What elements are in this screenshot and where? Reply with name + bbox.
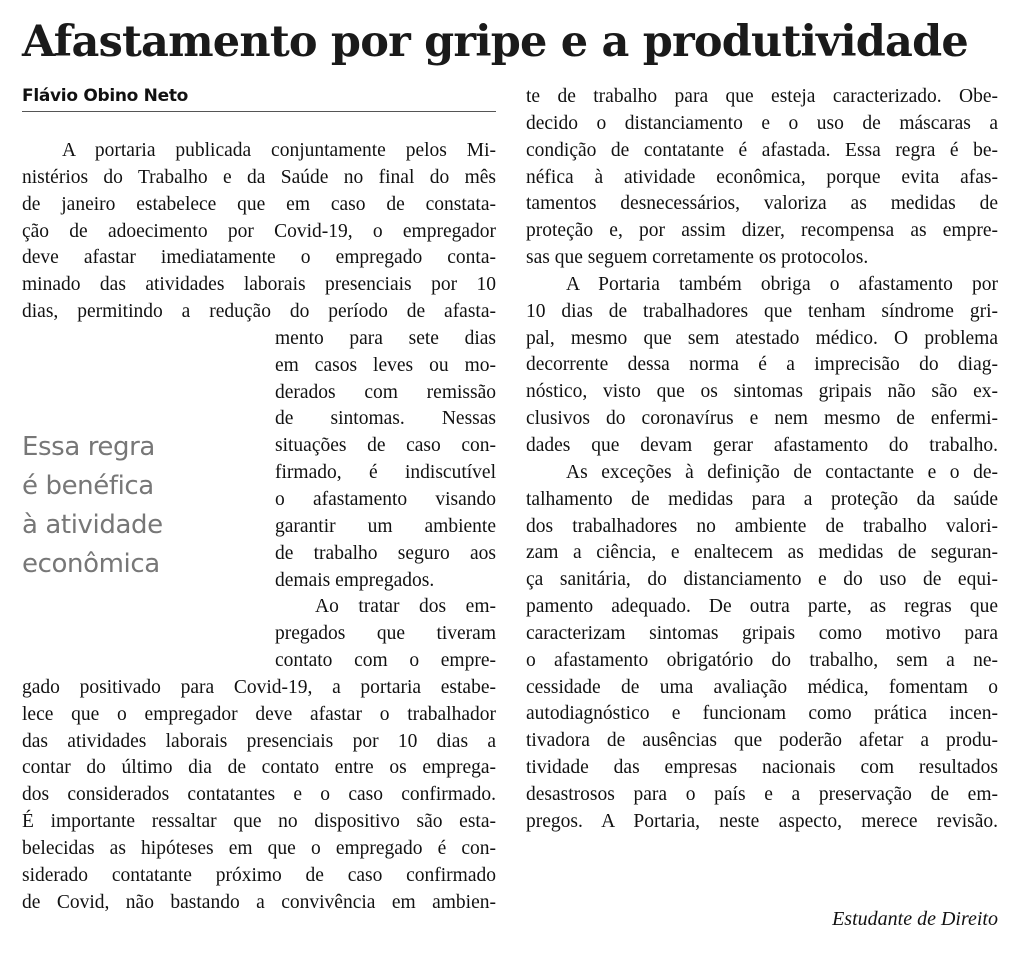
text-line: contato com o empre- bbox=[275, 650, 496, 672]
text-line: de sintomas. Nessas bbox=[275, 408, 496, 430]
text-line: clusivos do coronavírus e nem mesmo de enfermi- bbox=[526, 408, 998, 430]
article-column-2 bbox=[526, 84, 998, 836]
text-line: sas que seguem corretamente os protocolos. bbox=[526, 247, 869, 269]
text-line: néfica à atividade econômica, porque evita afas- bbox=[526, 166, 998, 188]
text-line: garantir um ambiente bbox=[275, 515, 496, 537]
text-line: Ao tratar dos em- bbox=[315, 596, 496, 618]
headline: Afastamento por gripe e a produtividade bbox=[22, 17, 968, 67]
text-line: belecidas as hipóteses em que o empregado é con- bbox=[22, 837, 496, 859]
text-line: mento para sete dias bbox=[275, 327, 496, 349]
text-line: autodiagnóstico e funcionam como prática incen- bbox=[526, 703, 998, 725]
text-line: A portaria publicada conjuntamente pelos Mi- bbox=[62, 140, 496, 161]
text-line: lece que o empregador deve afastar o trabalhador bbox=[22, 703, 496, 725]
author-byline: Flávio Obino Neto bbox=[22, 84, 496, 112]
text-line: dias, permitindo a redução do período de afasta- bbox=[22, 301, 496, 323]
text-line: nóstico, visto que os sintomas gripais não são ex- bbox=[526, 381, 998, 403]
text-line: contar do último dia de contato entre os emprega- bbox=[22, 757, 496, 779]
text-line: situações de caso con- bbox=[275, 435, 496, 457]
text-line: pamento adequado. De outra parte, as regras que bbox=[526, 596, 998, 618]
text-line: decorrente dessa norma é a imprecisão do diag- bbox=[526, 354, 998, 376]
text-line: te de trabalho para que esteja caracterizado. Obe- bbox=[526, 86, 998, 107]
pull-quote-line: à atividade bbox=[22, 510, 163, 540]
text-line: decido o distanciamento e o uso de máscaras a bbox=[526, 112, 998, 134]
text-line: minado das atividades laborais presenciais por 10 bbox=[22, 274, 496, 296]
text-line: gado positivado para Covid-19, a portaria estabe- bbox=[22, 676, 496, 698]
pull-quote-line: econômica bbox=[22, 549, 160, 579]
text-line: de janeiro estabelece que em caso de constata- bbox=[22, 193, 496, 215]
text-line: talhamento de medidas para a proteção da saúde bbox=[526, 488, 998, 510]
text-line: A Portaria também obriga o afastamento por bbox=[566, 273, 998, 295]
pull-quote-line: Essa regra bbox=[22, 432, 155, 462]
text-line: derados com remissão bbox=[275, 381, 496, 403]
text-line: proteção e, por assim dizer, recompensa as empre- bbox=[526, 220, 998, 242]
text-line: siderado contatante próximo de caso confirmado bbox=[22, 864, 496, 886]
text-line: o afastamento obrigatório do trabalho, sem a ne- bbox=[526, 649, 998, 671]
text-line: tivadora de ausências que poderão afetar a produ- bbox=[526, 730, 998, 752]
text-line: das atividades laborais presenciais por 10 dias a bbox=[22, 730, 496, 752]
text-line: deve afastar imediatamente o empregado conta- bbox=[22, 247, 496, 269]
text-line: ça sanitária, do distanciamento e do uso de equi- bbox=[526, 569, 998, 591]
text-line: tividade das empresas nacionais com resultados bbox=[526, 757, 998, 779]
text-line: zam a ciência, e enaltecem as medidas de seguran- bbox=[526, 542, 998, 564]
text-line: desastrosos para o país e a preservação de em- bbox=[526, 783, 998, 805]
text-line: É importante ressaltar que no dispositivo são esta- bbox=[22, 811, 496, 833]
text-line: pal, mesmo que sem atestado médico. O problema bbox=[526, 327, 998, 349]
text-line: pregados que tiveram bbox=[275, 623, 496, 645]
text-line: nistérios do Trabalho e da Saúde no final do mês bbox=[22, 166, 496, 188]
text-line: cessidade de uma avaliação médica, fomentam o bbox=[526, 676, 998, 698]
pull-quote bbox=[22, 428, 252, 584]
text-line: pregos. A Portaria, neste aspecto, merece revisão. bbox=[526, 810, 998, 832]
text-line: As exceções à definição de contactante e o de- bbox=[566, 461, 998, 483]
author-signature: Estudante de Direito bbox=[832, 908, 998, 930]
text-line: caracterizam sintomas gripais como motivo para bbox=[526, 622, 998, 644]
text-line: em casos leves ou mo- bbox=[275, 354, 496, 376]
text-line: dades que devam gerar afastamento do trabalho. bbox=[526, 434, 998, 456]
text-line: tamentos desnecessários, valoriza as medidas de bbox=[526, 193, 998, 215]
text-line: o afastamento visando bbox=[275, 488, 496, 510]
text-line: demais empregados. bbox=[275, 569, 435, 591]
text-line: de Covid, não bastando a convivência em ambien- bbox=[22, 891, 496, 913]
text-line: dos considerados contatantes e o caso confirmado. bbox=[22, 784, 496, 806]
text-line: 10 dias de trabalhadores que tenham síndrome gri- bbox=[526, 300, 998, 322]
text-line: firmado, é indiscutível bbox=[275, 462, 496, 484]
text-line: condição de contatante é afastada. Essa regra é be- bbox=[526, 139, 998, 161]
text-line: ção de adoecimento por Covid-19, o empregador bbox=[22, 220, 496, 242]
pull-quote-line: é benéfica bbox=[22, 471, 154, 501]
text-line: de trabalho seguro aos bbox=[275, 542, 496, 564]
text-line: dos trabalhadores no ambiente de trabalho valori- bbox=[526, 515, 998, 537]
